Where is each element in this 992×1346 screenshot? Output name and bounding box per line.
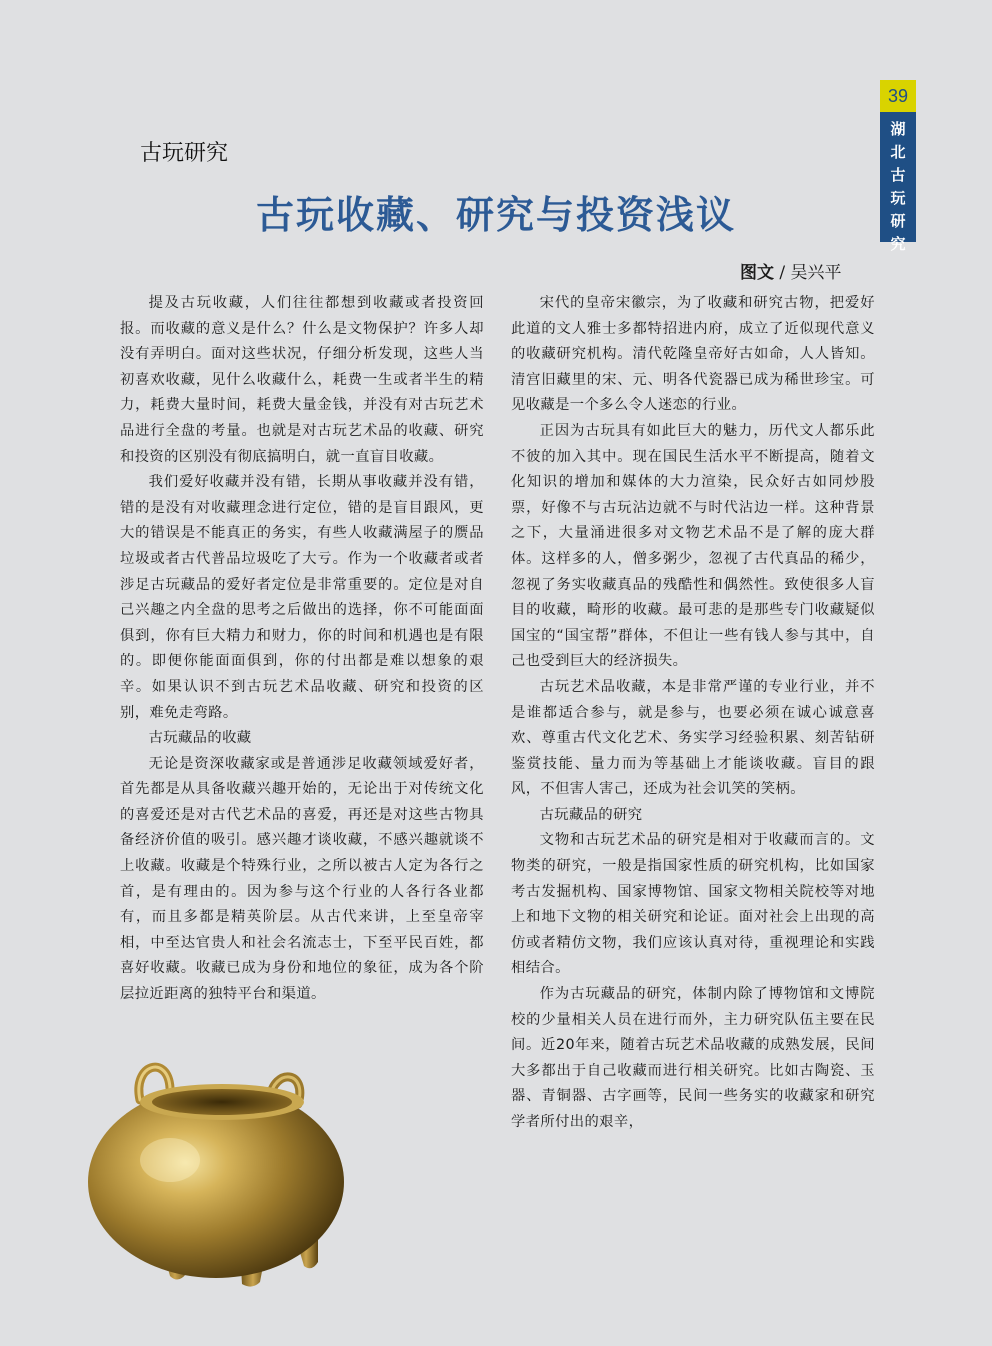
subheading: 古玩藏品的收藏 [148,730,252,747]
paragraph: 宋代的皇帝宋徽宗，为了收藏和研究古物，把爱好此道的文人雅士多都特招进内府，成立了近似现代意义的收藏研究机构。清代乾隆皇帝好古如命，人人皆知。清宫旧藏里的宋、元、明各代瓷器已成为稀世珍宝。可见收藏是一个多么令人迷恋的行业。 [511,295,875,414]
paragraph: 古玩艺术品收藏，本是非常严谨的专业行业，并不是谁都适合参与，就是参与，也要必须在诚心诚意喜欢、尊重古代文化艺术、务实学习经验积累、刻苦钻研鉴赏技能、量力而为等基础上才能谈收藏。盲目的跟风，不但害人害己，还成为社会讥笑的笑柄。 [511,678,875,798]
magazine-name-char: 究 [890,235,906,253]
byline [740,258,842,283]
magazine-name-char: 湖 [890,120,906,138]
paragraph: 作为古玩藏品的研究，体制内除了博物馆和文博院校的少量相关人员在进行而外，主力研究队伍主要在民间。近20年来，随着古玩艺术品收藏的成熟发展，民间大多都出于自己收藏而进行相关研究。比如古陶瓷、玉器、青铜器、古字画等，民间一些务实的收藏家和研究学者所付出的艰辛， [511,986,875,1130]
magazine-name-char: 研 [890,212,906,230]
paragraph: 我们爱好收藏并没有错，长期从事收藏并没有错，错的是没有对收藏理念进行定位，错的是盲目跟风，更大的错误是不能真正的务实，有些人收藏满屋子的赝品垃圾或者古代普品垃圾吃了大亏。作为一个收藏者或者涉足古玩藏品的爱好者定位是非常重要的。定位是对自己兴趣之内全盘的思考之后做出的选择，你不可能面面俱到，你有巨大精力和财力，你的时间和机遇也是有限的。即便你能面面俱到，你的付出都是难以想象的艰辛。如果认识不到古玩艺术品收藏、研究和投资的区别，难免走弯路。 [120,474,484,721]
paragraph: 文物和古玩艺术品的研究是相对于收藏而言的。文物类的研究，一般是指国家性质的研究机构，比如国家考古发掘机构、国家博物馆、国家文物相关院校等对地上和地下文物的相关研究和论证。面对社会上出现的高仿或者精仿文物，我们应该认真对待，重视理论和实践相结合。 [511,832,875,977]
paragraph: 正因为古玩具有如此巨大的魅力，历代文人都乐此不彼的加入其中。现在国民生活水平不断提高，随着文化知识的增加和媒体的大力渲染，民众好古如同炒股票，好像不与古玩沾边就不与时代沾边一样。这种背景之下，大量涌进很多对文物艺术品不是了解的庞大群体。这样多的人，僧多粥少，忽视了古代真品的稀少，忽视了务实收藏真品的残酷性和偶然性。致使很多人盲目的收藏，畸形的收藏。最可悲的是那些专门收藏疑似国宝的“国宝帮”群体，不但让一些有钱人参与其中，自己也受到巨大的经济损失。 [511,422,875,670]
author-name: 吴兴平 [790,263,842,283]
bronze-censer-icon [82,1040,344,1290]
magazine-name-char: 玩 [890,189,906,207]
section-label: 古玩研究 [140,141,229,166]
subheading: 古玩藏品的研究 [539,806,643,823]
magazine-name-char: 北 [890,143,906,161]
byline-label: 图文 [740,263,774,283]
paragraph: 提及古玩收藏，人们往往都想到收藏或者投资回报。而收藏的意义是什么？什么是文物保护？许多人却没有弄明白。面对这些状况，仔细分析发现，这些人当初喜欢收藏，见什么收藏什么，耗费一生或者半生的精力，耗费大量时间，耗费大量金钱，并没有对古玩艺术品进行全盘的考量。也就是对古玩艺术品的收藏、研究和投资的区别没有彻底搞明白，就一直盲目收藏。 [120,295,484,465]
article-title: 古玩收藏、研究与投资浅议 [255,192,736,237]
right-column [511,291,875,1136]
byline-separator: / [779,263,786,283]
paragraph: 无论是资深收藏家或是普通涉足收藏领域爱好者，首先都是从具备收藏兴趣开始的，无论出于对传统文化的喜爱还是对古代艺术品的喜爱，再还是对这些古物具备经济价值的吸引。感兴趣才谈收藏，不感兴趣就谈不上收藏。收藏是个特殊行业，之所以被古人定为各行之首，是有理由的。因为参与这个行业的人各行各业都有，而且多都是精英阶层。从古代来讲，上至皇帝宰相，中至达官贵人和社会名流志士，下至平民百姓，都喜好收藏。收藏已成为身份和地位的象征，成为各个阶层拉近距离的独特平台和渠道。 [120,755,484,1003]
page-number: 39 [880,80,916,112]
bronze-censer-svg [82,1040,344,1290]
magazine-name-char: 古 [890,166,906,184]
